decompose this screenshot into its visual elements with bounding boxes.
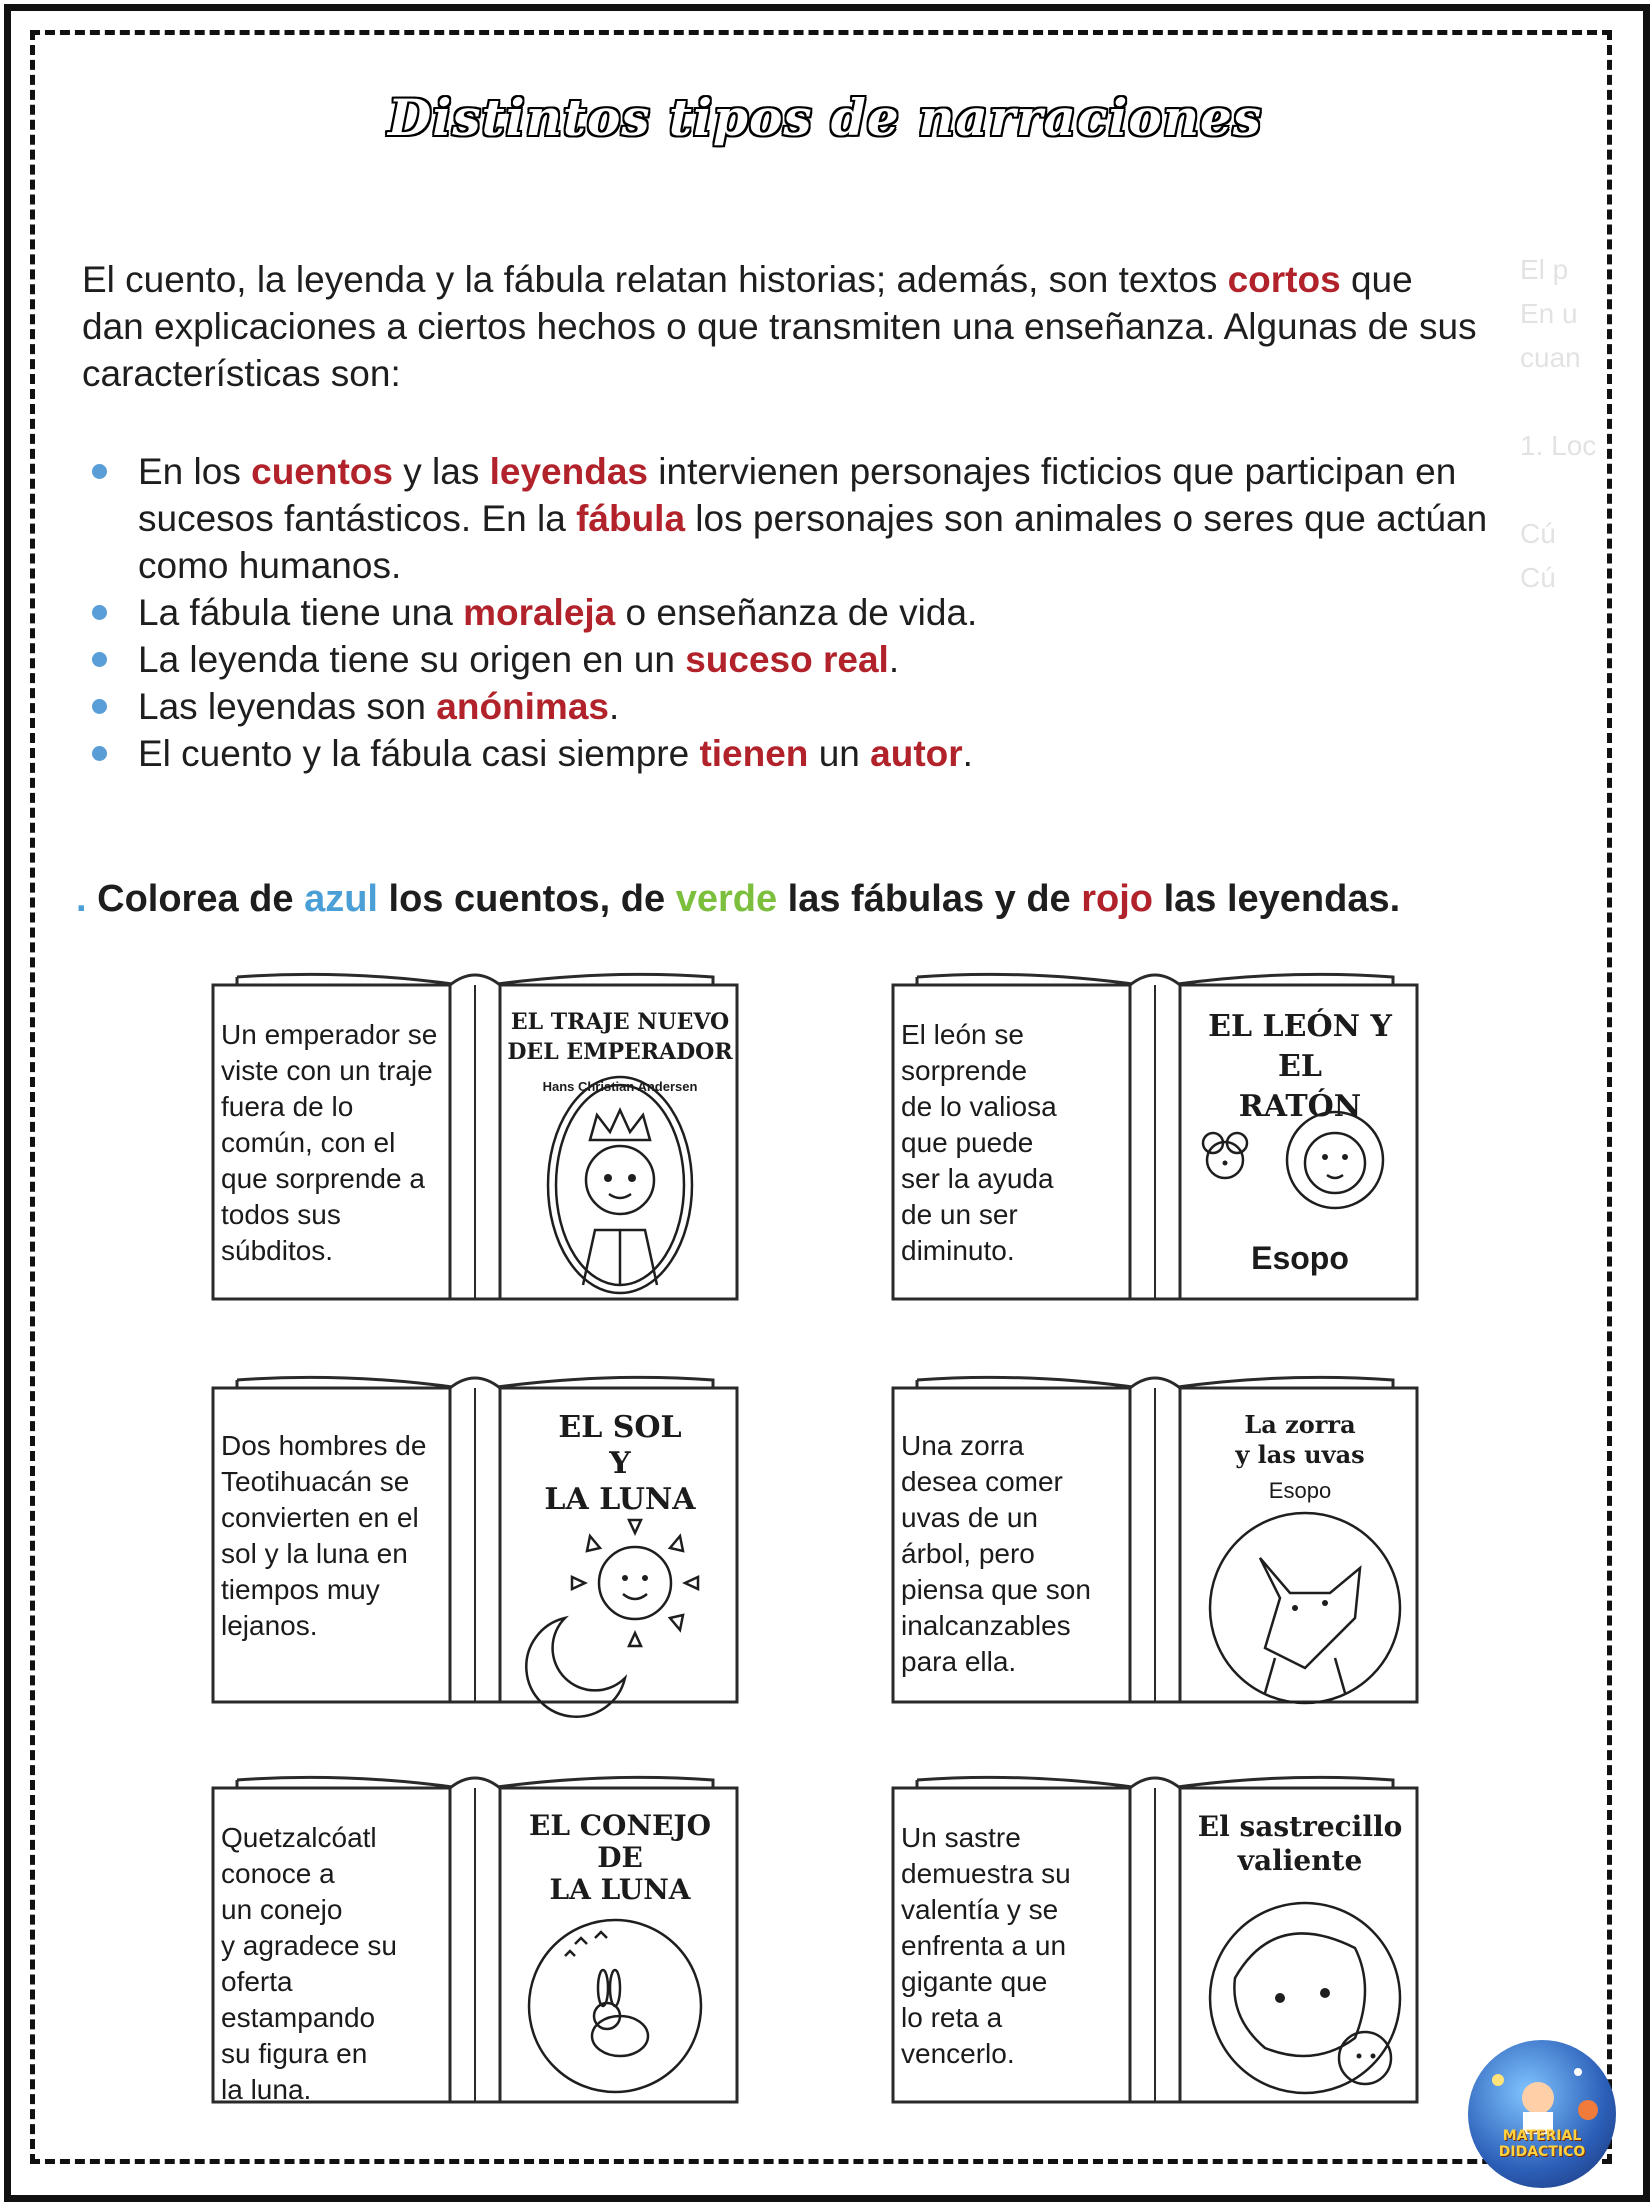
book-cover-title: EL CONEJO DE LA LUNA — [528, 1809, 712, 1906]
book-summary-line: común, con el — [221, 1127, 396, 1158]
book-cover-title: El sastrecillo valiente — [1197, 1810, 1403, 1877]
book-summary-line: convierten en el — [221, 1502, 419, 1533]
intro-highlight: cortos — [1227, 259, 1341, 300]
list-item: El cuento y la fábula casi siempre tienen un autor. — [82, 730, 1542, 777]
book-summary-line: inalcanzables — [901, 1610, 1071, 1641]
bullet-dot-icon — [92, 699, 107, 714]
book-summary-line: Quetzalcóatl — [221, 1822, 377, 1853]
book-cover-author: Esopo — [1268, 1478, 1332, 1503]
book-summary-line: y agradece su — [221, 1930, 397, 1961]
book-summary-line: desea comer — [901, 1466, 1063, 1497]
book-summary-line: estampando — [221, 2002, 376, 2033]
book-summary-line: Teotihuacán se — [221, 1466, 410, 1497]
book-cover-title: EL LEÓN Y EL RATÓN — [1208, 1009, 1392, 1124]
book-summary — [901, 1428, 1126, 1680]
bullet-dot-icon — [92, 746, 107, 761]
page-title: Distintos tipos de narraciones — [387, 88, 1263, 147]
bleed-through-text: El p En u cuan 1. Loc Cú Cú — [1520, 254, 1597, 593]
book-card — [885, 1758, 1425, 2110]
book-summary — [221, 1820, 446, 2108]
book-summary-line: un conejo — [221, 1894, 343, 1925]
list-item: En los cuentos y las leyendas intervienen personajes ficticios que participan en sucesos fantásticos. En la fábula los personajes son animales o seres que actúan como humanos. — [82, 448, 1542, 589]
book-summary-line: vencerlo. — [901, 2038, 1015, 2069]
rabbit-moon-icon — [525, 1916, 705, 2100]
book-card — [885, 1358, 1425, 1710]
book-summary-line: Una zorra — [901, 1430, 1024, 1461]
king-icon — [535, 1070, 705, 1304]
book-summary-line: tiempos muy — [221, 1574, 380, 1605]
book-summary-line: de lo valiosa — [901, 1091, 1057, 1122]
book-summary-line: demuestra su — [901, 1858, 1071, 1889]
book-summary-line: gigante que — [901, 1966, 1048, 1997]
book-summary-line: diminuto. — [901, 1235, 1015, 1266]
book-summary-line: árbol, pero — [901, 1538, 1035, 1569]
book-cover-author: Hans Christian Andersen — [542, 1079, 698, 1094]
book-summary-line: que puede — [901, 1127, 1034, 1158]
book-summary-line: su figura en — [221, 2038, 368, 2069]
book-summary-line: fuera de lo — [221, 1091, 354, 1122]
book-cover-title: EL TRAJE NUEVO DEL EMPERADOR — [507, 1009, 733, 1065]
bullet-dot-icon — [92, 605, 107, 620]
book-summary-line: todos sus — [221, 1199, 341, 1230]
book-summary-line: piensa que son — [901, 1574, 1091, 1605]
book-summary — [901, 1820, 1126, 2072]
list-item: La leyenda tiene su origen en un suceso real. — [82, 636, 1542, 683]
book-summary-line: Un sastre — [901, 1822, 1021, 1853]
sun-moon-icon — [525, 1508, 715, 1702]
bullet-dot-icon — [92, 652, 107, 667]
material-didactico-logo — [1468, 2040, 1616, 2188]
book-summary-line: Dos hombres de — [221, 1430, 427, 1461]
bullet-dot-icon — [92, 464, 107, 479]
book-summary-line: sorprende — [901, 1055, 1028, 1086]
list-item: La fábula tiene una moraleja o enseñanza de vida. — [82, 589, 1542, 636]
book-summary-line: lejanos. — [221, 1610, 318, 1641]
book-summary-line: enfrenta a un — [901, 1930, 1067, 1961]
book-summary-line: lo reta a — [901, 2002, 1003, 2033]
book-summary-line: valentía y se — [901, 1894, 1059, 1925]
book-summary — [221, 1428, 446, 1644]
intro-text: El cuento, la leyenda y la fábula relatan historias; además, son textos — [82, 259, 1228, 300]
book-summary-line: de un ser — [901, 1199, 1018, 1230]
book-cover-title: EL SOL Y LA LUNA — [544, 1410, 696, 1517]
logo-badge-icon — [1468, 2040, 1616, 2188]
book-summary-line: Un emperador se — [221, 1019, 438, 1050]
book-summary-line: conoce a — [221, 1858, 335, 1889]
book-cover-title: La zorra y las uvas — [1235, 1410, 1365, 1469]
book-summary — [901, 1017, 1126, 1269]
book-cover-author: Esopo — [1251, 1240, 1349, 1276]
list-item: Las leyendas son anónimas. — [82, 683, 1542, 730]
book-summary — [221, 1017, 446, 1269]
book-summary-line: oferta — [221, 1966, 293, 1997]
characteristics-list — [82, 448, 1542, 777]
book-summary-line: la luna. — [221, 2074, 312, 2105]
tailor-giant-icon — [1205, 1898, 1405, 2102]
intro-text: que dan explicaciones a ciertos hechos o que transmiten una enseñanza. Algunas de sus características son: — [82, 259, 1477, 394]
book-card — [205, 1758, 745, 2110]
intro-paragraph — [82, 256, 1482, 397]
book-summary-line: que sorprende a — [221, 1163, 425, 1194]
book-summary-line: para ella. — [901, 1646, 1017, 1677]
book-summary-line: El león se — [901, 1019, 1024, 1050]
book-card — [885, 955, 1425, 1307]
activity-instruction: . Colorea de azul los cuentos, de verde las fábulas y de rojo las leyendas. — [76, 878, 1401, 920]
book-summary-line: viste con un traje — [221, 1055, 433, 1086]
book-summary-line: súbditos. — [221, 1235, 334, 1266]
book-summary-line: uvas de un — [901, 1502, 1038, 1533]
book-summary-line: sol y la luna en — [221, 1538, 408, 1569]
book-card — [205, 1358, 745, 1710]
logo-text: MATERIAL DIDACTICO — [1498, 2128, 1586, 2160]
fox-icon — [1205, 1508, 1405, 1712]
book-card — [205, 955, 745, 1307]
lion-mouse-icon — [1185, 1105, 1425, 1229]
book-summary-line: ser la ayuda — [901, 1163, 1054, 1194]
